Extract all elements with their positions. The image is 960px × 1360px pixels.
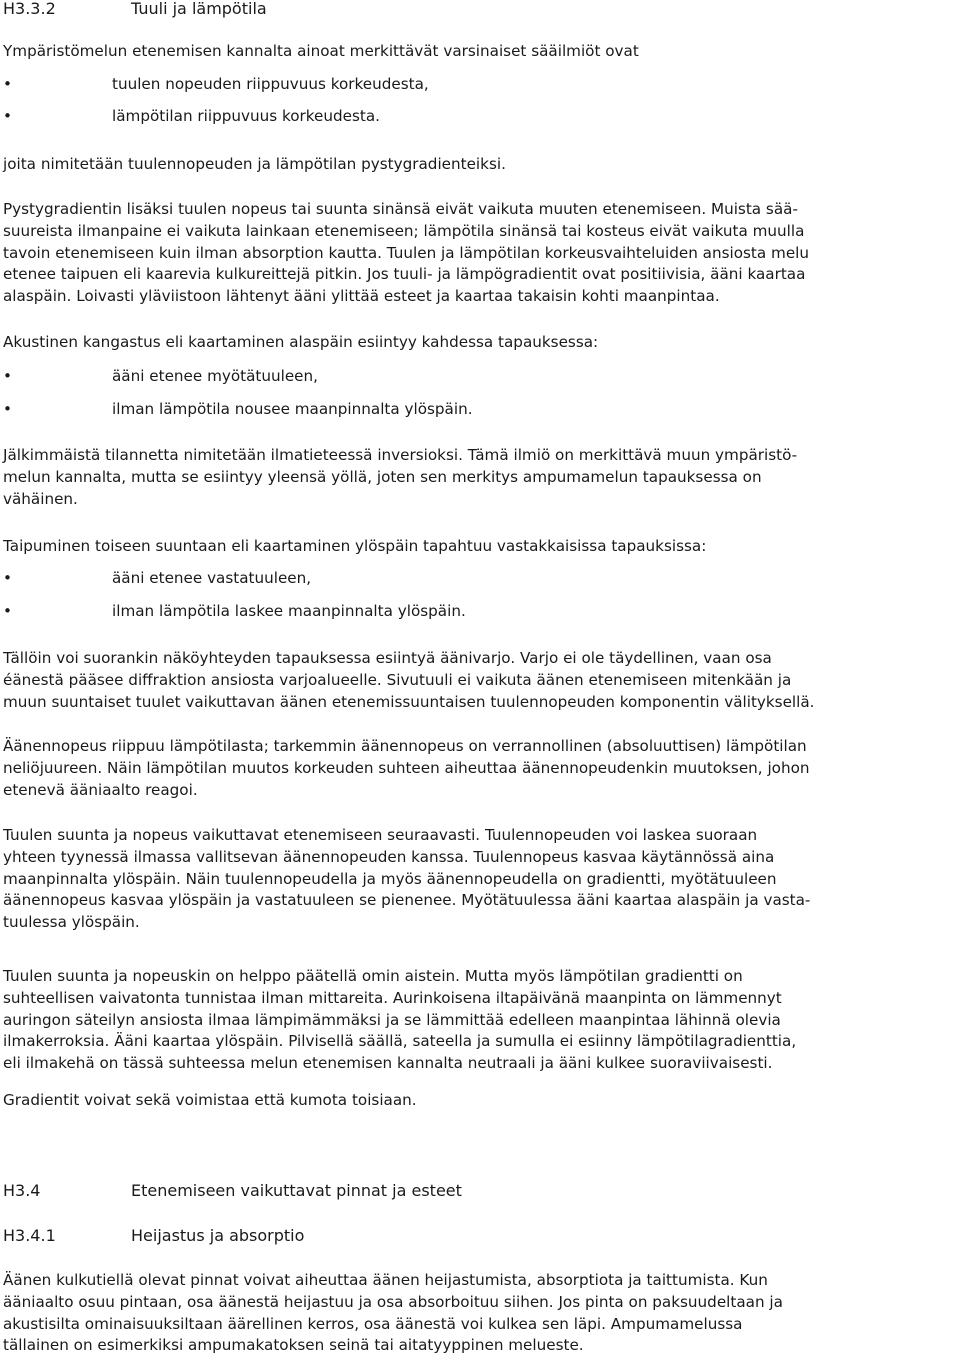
paragraph: Tuulen suunta ja nopeus vaikuttavat etenemiseen seuraavasti. Tuulennopeuden voi laskea suoraan yhteen tyynessä ilmassa vallitsevan äänennopeuden kanssa. Tuulennopeus kasvaa käytännössä aina maanpinnalta ylöspäin. Näin tuulennopeudella ja myös äänennopeudella on gradientti, myötätuuleen äänennopeus kasvaa ylöspäin ja vastatuuleen se pienenee. Myötätuulessa ääni kaartaa alaspäin ja vasta- tuulessa ylöspäin. bbox=[3, 826, 811, 932]
paragraph: Taipuminen toiseen suuntaan eli kaartaminen ylöspäin tapahtuu vastakkaisissa tapauksissa: bbox=[3, 537, 707, 555]
bullet-icon: • bbox=[3, 569, 12, 587]
paragraph: Pystygradientin lisäksi tuulen nopeus tai suunta sinänsä eivät vaikuta muuten etenemiseen. Muista sää- suureista ilmanpaine ei vaikuta lainkaan etenemiseen; lämpötila sinänsä tai kosteus eivät vaikuta muulla tavoin etenemiseen kuin ilman absorption kautta. Tuulen ja lämpötilan korkeusvaihteluiden ansiosta melu etenee taipuen eli kaarevia kulkureittejä pitkin. Jos tuuli- ja lämpögradientit ovat positiivisia, ääni kaartaa alaspäin. Loivasti yläviistoon lähtenyt ääni ylittää esteet ja kaartaa takaisin kohti maanpintaa. bbox=[3, 200, 810, 306]
bullet-icon: • bbox=[3, 367, 12, 385]
paragraph: Äänen kulkutiellä olevat pinnat voivat aiheuttaa äänen heijastumista, absorptiota ja taittumista. Kun ääniaalto osuu pintaan, osa äänestä heijastuu ja osa absorboituu siihen. Jos pinta on paksuudeltaan ja akustisilta ominaisuuksiltaan äärellinen kerros, osa äänestä voi kulkea sen läpi. Ampumamelussa tällainen on esimerkiksi ampumakatoksen seinä tai aitatyyppinen melueste. bbox=[3, 1271, 783, 1355]
list-item-text: tuulen nopeuden riippuvuus korkeudesta, bbox=[112, 75, 429, 93]
bullet-icon: • bbox=[3, 107, 12, 125]
list-item bbox=[3, 601, 466, 623]
section-number: H3.4.1 bbox=[3, 1226, 56, 1245]
list-item-text: ääni etenee myötätuuleen, bbox=[112, 367, 318, 385]
bullet-icon: • bbox=[3, 75, 12, 93]
paragraph: Jälkimmäistä tilannetta nimitetään ilmatieteessä inversioksi. Tämä ilmiö on merkittävä muun ympäristö- melun kannalta, mutta se esiintyy yleensä yöllä, joten sen merkitys ampumamelun tapauksessa on vähäinen. bbox=[3, 446, 798, 508]
section-heading-h3-4 bbox=[3, 1180, 462, 1202]
paragraph: Äänennopeus riippuu lämpötilasta; tarkemmin äänennopeus on verrannollinen (absoluuttisen) lämpötilan neliöjuureen. Näin lämpötilan muutos korkeuden suhteen aiheuttaa äänennopeudenkin muutoksen, johon etenevä ääniaalto reagoi. bbox=[3, 737, 810, 799]
paragraph: Ympäristömelun etenemisen kannalta ainoat merkittävät varsinaiset sääilmiöt ovat bbox=[3, 42, 639, 60]
list-item bbox=[3, 399, 473, 421]
paragraph: Tällöin voi suorankin näköyhteyden tapauksessa esiintyä äänivarjo. Varjo ei ole täydellinen, vaan osa éänestä pääsee diffraktion ansiosta varjoalueelle. Sivutuuli ei vaikuta äänen etenemiseen mitenkään ja muun suuntaiset tuulet vaikuttavan äänen etenemissuuntaisen tuulennopeuden komponentin välityksellä. bbox=[3, 649, 815, 711]
list-item bbox=[3, 568, 311, 590]
list-item-text: ilman lämpötila laskee maanpinnalta ylöspäin. bbox=[112, 602, 466, 620]
paragraph: Akustinen kangastus eli kaartaminen alaspäin esiintyy kahdessa tapauksessa: bbox=[3, 333, 599, 351]
section-title: Tuuli ja lämpötila bbox=[131, 0, 267, 18]
section-heading-h3-3-2 bbox=[3, 0, 267, 20]
section-title: Etenemiseen vaikuttavat pinnat ja esteet bbox=[131, 1181, 462, 1200]
list-item-text: ääni etenee vastatuuleen, bbox=[112, 569, 312, 587]
paragraph: joita nimitetään tuulennopeuden ja lämpötilan pystygradienteiksi. bbox=[3, 155, 506, 173]
list-item bbox=[3, 106, 380, 128]
paragraph: Tuulen suunta ja nopeuskin on helppo päätellä omin aistein. Mutta myös lämpötilan gradientti on suhteellisen vaivatonta tunnistaa ilman mittareita. Aurinkoisena iltapäivänä maanpinta on lämmennyt auringon säteilyn ansiosta ilmaa lämpimämmäksi ja se lämmittää edelleen maanpintaa lähinnä olevia ilmakerroksia. Ääni kaartaa ylöspäin. Pilvisellä säällä, sateella ja sumulla ei esiinny lämpötilagradienttia, eli ilmakehä on tässä suhteessa melun etenemisen kannalta neutraali ja ääni kulkee suoraviivaisesti. bbox=[3, 967, 797, 1073]
paragraph: Gradientit voivat sekä voimistaa että kumota toisiaan. bbox=[3, 1091, 417, 1109]
list-item-text: ilman lämpötila nousee maanpinnalta ylöspäin. bbox=[112, 400, 473, 418]
section-number: H3.3.2 bbox=[3, 0, 56, 18]
bullet-icon: • bbox=[3, 400, 12, 418]
list-item bbox=[3, 366, 318, 388]
section-number: H3.4 bbox=[3, 1181, 41, 1200]
list-item bbox=[3, 74, 429, 96]
section-title: Heijastus ja absorptio bbox=[131, 1226, 305, 1245]
list-item-text: lämpötilan riippuvuus korkeudesta. bbox=[112, 107, 380, 125]
bullet-icon: • bbox=[3, 602, 12, 620]
section-heading-h3-4-1 bbox=[3, 1225, 304, 1247]
